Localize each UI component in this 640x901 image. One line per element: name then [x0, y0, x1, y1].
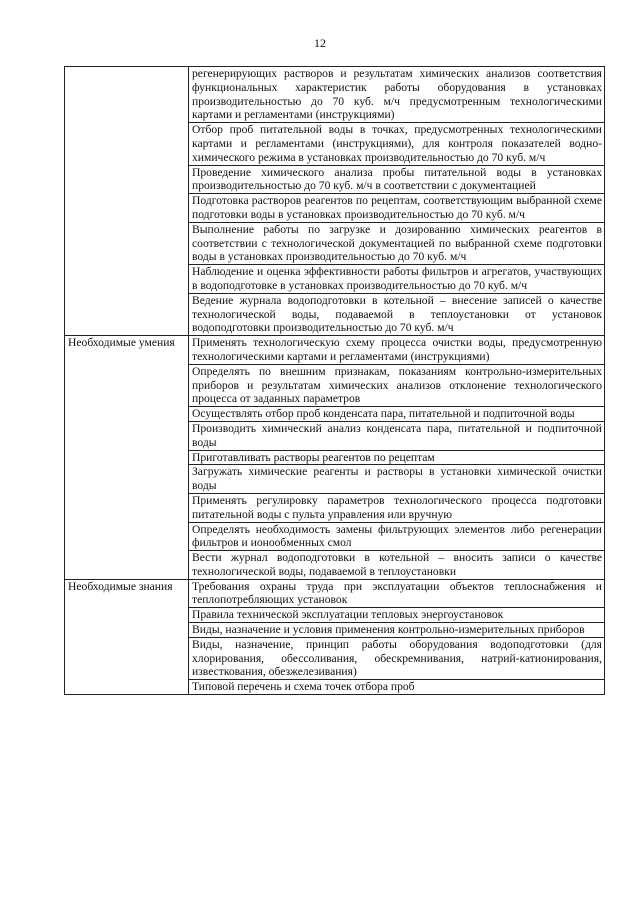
competency-table — [64, 66, 605, 695]
section-label-knowledge: Необходимые знания — [65, 579, 189, 694]
section-label-continued — [65, 67, 189, 336]
table-cell: Требования охраны труда при эксплуатации объектов теплоснабжения и теплопотребляющих установок — [189, 579, 605, 608]
table-cell: Подготовка растворов реагентов по рецептам, соответствующим выбранной схеме подготовки воды в установках производительностью до 70 куб. м/ч — [189, 194, 605, 223]
table-cell: Определять необходимость замены фильтрующих элементов либо регенерации фильтров и ионообменных смол — [189, 522, 605, 551]
table-cell: Производить химический анализ конденсата пара, питательной и подпиточной воды — [189, 421, 605, 450]
table-cell: Виды, назначение и условия применения контрольно-измерительных приборов — [189, 623, 605, 638]
table-cell: Виды, назначение, принцип работы оборудования водоподготовки (для хлорирования, обессоливания, обескремнивания, натрий-катионирования, известкования, обезжелезивания) — [189, 637, 605, 679]
table-cell: Ведение журнала водоподготовки в котельной – внесение записей о качестве технологической воды, подаваемой в теплоустановки от установок водоподготовки производительностью до 70 куб. м/ч — [189, 293, 605, 335]
section-label-skills: Необходимые умения — [65, 336, 189, 580]
table-cell: Определять по внешним признакам, показаниям контрольно-измерительных приборов и результатам химических анализов отклонение технологического процесса от заданных параметров — [189, 364, 605, 406]
table-cell: Наблюдение и оценка эффективности работы фильтров и агрегатов, участвующих в водоподготовке в установках производительностью до 70 куб. м/ч — [189, 265, 605, 294]
table-cell: Типовой перечень и схема точек отбора проб — [189, 680, 605, 695]
table-row — [65, 67, 605, 123]
table-cell: Применять регулировку параметров технологического процесса подготовки питательной воды с пульта управления или вручную — [189, 493, 605, 522]
table-cell: Выполнение работы по загрузке и дозированию химических реагентов в соответствии с технологической документацией по выбранной схеме подготовки воды в установках производительностью до 70 куб. м/ч — [189, 222, 605, 264]
page-number: 12 — [314, 36, 326, 50]
table-cell: Приготавливать растворы реагентов по рецептам — [189, 450, 605, 465]
table-cell: Отбор проб питательной воды в точках, предусмотренных технологическими картами и регламентами (инструкциями), для контроля показателей водно-химического режима в установках производительностью до 70 куб. м/ч — [189, 123, 605, 165]
table-cell: регенерирующих растворов и результатам химических анализов соответствия функциональных характеристик работы оборудования в установках производительностью до 70 куб. м/ч предусмотренным технологическими картами и регламентами (инструкциями) — [189, 67, 605, 123]
table-cell: Загружать химические реагенты и растворы в установки химической очистки воды — [189, 465, 605, 494]
table-cell: Вести журнал водоподготовки в котельной – вносить записи о качестве технологической воды, подаваемой в теплоустановки — [189, 551, 605, 580]
table-row — [65, 336, 605, 365]
table-cell: Осуществлять отбор проб конденсата пара, питательной и подпиточной воды — [189, 407, 605, 422]
table-cell: Правила технической эксплуатации тепловых энергоустановок — [189, 608, 605, 623]
table-cell: Применять технологическую схему процесса очистки воды, предусмотренную технологическими картами и регламентами (инструкциями) — [189, 336, 605, 365]
table-row — [65, 579, 605, 608]
table-cell: Проведение химического анализа пробы питательной воды в установках производительностью до 70 куб. м/ч в соответствии с документацией — [189, 165, 605, 194]
